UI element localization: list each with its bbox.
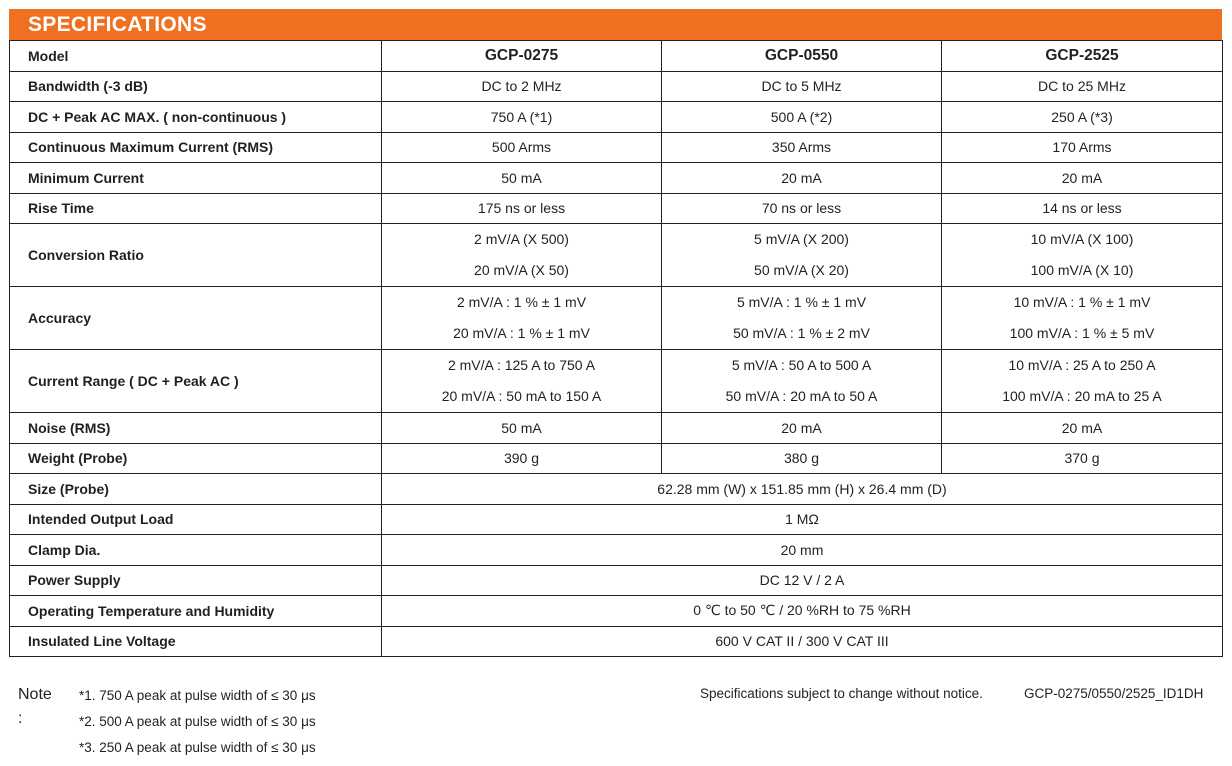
table-row xyxy=(10,102,1223,133)
cell-line: 5 mV/A : 1 % ± 1 mV xyxy=(736,294,867,310)
cell-line: 20 mV/A : 50 mA to 150 A xyxy=(441,388,602,404)
row-label: Accuracy xyxy=(10,287,382,350)
cell-value xyxy=(942,224,1223,287)
header-label: Model xyxy=(10,41,382,72)
row-label: Rise Time xyxy=(10,193,382,224)
shared-cell-value: 20 mm xyxy=(382,535,1223,566)
cell-value: DC to 5 MHz xyxy=(662,71,942,102)
cell-value xyxy=(662,350,942,413)
cell-value xyxy=(382,287,662,350)
cell-line: 50 mV/A : 20 mA to 50 A xyxy=(725,388,878,404)
row-label: Weight (Probe) xyxy=(10,443,382,474)
cell-value: 50 mA xyxy=(382,163,662,194)
cell-value: 500 A (*2) xyxy=(662,102,942,133)
cell-line: 5 mV/A (X 200) xyxy=(754,231,849,247)
cell-value: 20 mA xyxy=(662,413,942,444)
disclaimer-text: Specifications subject to change without notice. xyxy=(700,686,983,701)
table-row xyxy=(10,443,1223,474)
row-label: Noise (RMS) xyxy=(10,413,382,444)
cell-line: 2 mV/A : 1 % ± 1 mV xyxy=(456,294,587,310)
cell-value xyxy=(662,287,942,350)
cell-line: 5 mV/A : 50 A to 500 A xyxy=(731,357,872,373)
row-label: Continuous Maximum Current (RMS) xyxy=(10,132,382,163)
table-row xyxy=(10,413,1223,444)
row-label: Power Supply xyxy=(10,565,382,596)
cell-value xyxy=(942,350,1223,413)
cell-value: DC to 2 MHz xyxy=(382,71,662,102)
cell-value: 390 g xyxy=(382,443,662,474)
cell-value: 175 ns or less xyxy=(382,193,662,224)
specifications-table xyxy=(9,40,1223,657)
note-item: *3. 250 A peak at pulse width of ≤ 30 μs xyxy=(79,740,316,755)
cell-value xyxy=(942,287,1223,350)
cell-value: 380 g xyxy=(662,443,942,474)
cell-value: 350 Arms xyxy=(662,132,942,163)
cell-value: 370 g xyxy=(942,443,1223,474)
note-item: *1. 750 A peak at pulse width of ≤ 30 μs xyxy=(79,688,316,703)
table-row-shared xyxy=(10,626,1223,657)
table-row-shared xyxy=(10,565,1223,596)
row-label: Current Range ( DC + Peak AC ) xyxy=(10,350,382,413)
row-label: Operating Temperature and Humidity xyxy=(10,596,382,627)
cell-value: 20 mA xyxy=(942,413,1223,444)
cell-line: 10 mV/A : 25 A to 250 A xyxy=(1008,357,1156,373)
note-list xyxy=(79,683,316,761)
cell-value xyxy=(662,224,942,287)
model-name: GCP-0275 xyxy=(382,41,662,72)
cell-line: 10 mV/A (X 100) xyxy=(1030,231,1134,247)
cell-value xyxy=(382,224,662,287)
table-row-shared xyxy=(10,535,1223,566)
cell-line: 100 mV/A (X 10) xyxy=(1030,262,1134,278)
cell-value: DC to 25 MHz xyxy=(942,71,1223,102)
row-label: Minimum Current xyxy=(10,163,382,194)
row-label: Insulated Line Voltage xyxy=(10,626,382,657)
cell-value: 500 Arms xyxy=(382,132,662,163)
cell-line: 100 mV/A : 20 mA to 25 A xyxy=(1002,388,1162,404)
note-item: *2. 500 A peak at pulse width of ≤ 30 μs xyxy=(79,714,316,729)
banner-title: SPECIFICATIONS xyxy=(28,13,207,36)
shared-cell-value: 0 ℃ to 50 ℃ / 20 %RH to 75 %RH xyxy=(382,596,1223,627)
cell-value: 70 ns or less xyxy=(662,193,942,224)
note-label: Note : xyxy=(18,686,52,727)
document-code: GCP-0275/0550/2525_ID1DH xyxy=(1024,686,1204,701)
shared-cell-value: 600 V CAT II / 300 V CAT III xyxy=(382,626,1223,657)
shared-cell-value: 1 MΩ xyxy=(382,504,1223,535)
cell-line: 100 mV/A : 1 % ± 5 mV xyxy=(1009,325,1155,341)
cell-value: 20 mA xyxy=(662,163,942,194)
table-row-shared xyxy=(10,504,1223,535)
row-label: Intended Output Load xyxy=(10,504,382,535)
table-row-shared xyxy=(10,474,1223,505)
table-row-double xyxy=(10,224,1223,287)
cell-value: 20 mA xyxy=(942,163,1223,194)
cell-line: 20 mV/A : 1 % ± 1 mV xyxy=(453,325,590,341)
row-label: DC + Peak AC MAX. ( non-continuous ) xyxy=(10,102,382,133)
row-label: Conversion Ratio xyxy=(10,224,382,287)
model-name: GCP-2525 xyxy=(942,41,1223,72)
cell-value: 750 A (*1) xyxy=(382,102,662,133)
cell-line: 50 mV/A : 1 % ± 2 mV xyxy=(733,325,870,341)
cell-line: 10 mV/A : 1 % ± 1 mV xyxy=(1013,294,1151,310)
table-row-double xyxy=(10,287,1223,350)
cell-value: 170 Arms xyxy=(942,132,1223,163)
table-row xyxy=(10,163,1223,194)
shared-cell-value: 62.28 mm (W) x 151.85 mm (H) x 26.4 mm (D) xyxy=(382,474,1223,505)
specifications-banner xyxy=(9,9,1222,40)
table-row xyxy=(10,71,1223,102)
table-row xyxy=(10,193,1223,224)
row-label: Clamp Dia. xyxy=(10,535,382,566)
cell-value: 250 A (*3) xyxy=(942,102,1223,133)
shared-cell-value: DC 12 V / 2 A xyxy=(382,565,1223,596)
row-label: Size (Probe) xyxy=(10,474,382,505)
cell-line: 50 mV/A (X 20) xyxy=(754,262,849,278)
cell-value: 14 ns or less xyxy=(942,193,1223,224)
cell-line: 20 mV/A (X 50) xyxy=(474,262,569,278)
table-header-row xyxy=(10,41,1223,72)
cell-line: 2 mV/A (X 500) xyxy=(474,231,569,247)
table-row-shared xyxy=(10,596,1223,627)
row-label: Bandwidth (-3 dB) xyxy=(10,71,382,102)
cell-value: 50 mA xyxy=(382,413,662,444)
cell-value xyxy=(382,350,662,413)
cell-line: 2 mV/A : 125 A to 750 A xyxy=(447,357,596,373)
table-row xyxy=(10,132,1223,163)
table-row-double xyxy=(10,350,1223,413)
model-name: GCP-0550 xyxy=(662,41,942,72)
